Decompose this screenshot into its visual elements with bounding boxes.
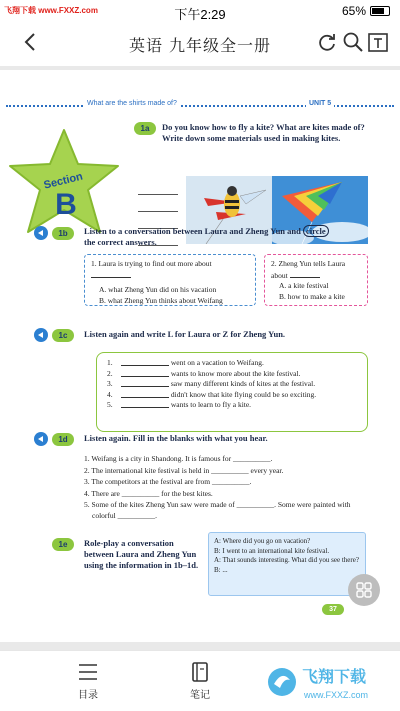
question-1c: Listen again and write L for Laura or Z for Zheng Yun.	[84, 329, 286, 339]
question-1a: Do you know how to fly a kite? What are kites made of? Write down some materials used in making kites.	[162, 122, 365, 143]
audio-icon-1d[interactable]	[34, 432, 48, 446]
dialog-line: B: I went to an international kite festival.	[214, 546, 330, 555]
battery-percent: 65%	[341, 4, 366, 18]
list-item: 2. wants to know more about the kite festival.	[107, 368, 301, 378]
question-1e: Role-play a conversation between Laura and Zheng Yun using the information in 1b–1d.	[84, 538, 199, 570]
answer-box-1c	[96, 352, 368, 432]
watermark-logo	[264, 656, 394, 706]
box2-option-b[interactable]: B. how to make a kite	[279, 291, 345, 301]
audio-icon-1c[interactable]	[34, 328, 48, 342]
tag-1a: 1a	[134, 122, 156, 135]
grid-icon	[348, 574, 380, 606]
section-word: Section	[42, 170, 85, 192]
svg-text:www.FXXZ.com: www.FXXZ.com	[304, 690, 369, 700]
page-header	[6, 100, 394, 112]
tag-1c: 1c	[52, 329, 74, 342]
dialog-box	[208, 532, 366, 596]
notes-button[interactable]	[170, 661, 230, 701]
tag-1e: 1e	[52, 538, 74, 551]
audio-icon-1b[interactable]	[34, 226, 48, 240]
tag-1d: 1d	[52, 433, 74, 446]
list-item: 3. The competitors at the festival are from __________.	[84, 477, 252, 486]
search-icon[interactable]	[342, 31, 364, 53]
box1-option-a[interactable]: A. what Zheng Yun did on his vacation	[99, 285, 217, 294]
list-item: 1. went on a vacation to Weifang.	[107, 358, 264, 367]
section-b-star	[4, 124, 124, 242]
status-bar	[0, 0, 400, 22]
section-letter: B	[55, 188, 77, 221]
circle-word: circle	[303, 225, 329, 237]
list-1d	[84, 454, 374, 521]
nav-bar	[0, 22, 400, 62]
textbook-page	[0, 70, 400, 642]
box2-question: 2. Zheng Yun tells Laura about	[271, 259, 346, 280]
list-item: 5. wants to learn to fly a kite.	[107, 400, 252, 409]
box2-option-a[interactable]: A. a kite festival	[279, 281, 329, 290]
header-topic: What are the shirts made of?	[84, 100, 180, 107]
battery-indicator	[342, 4, 390, 18]
floating-menu-button[interactable]	[348, 574, 380, 606]
header-unit: UNIT 5	[306, 100, 334, 107]
battery-icon	[370, 6, 390, 16]
question-1d: Listen again. Fill in the blanks with what you hear.	[84, 433, 268, 443]
tag-1b: 1b	[52, 227, 74, 240]
notebook-icon	[189, 661, 211, 683]
list-item: 3. saw many different kinds of kites at the festival.	[107, 379, 316, 388]
contents-button[interactable]	[58, 661, 118, 701]
list-item: 2. The international kite festival is held in __________ every year.	[84, 465, 284, 475]
answer-box-1	[84, 254, 256, 306]
svg-text:飞翔下载: 飞翔下载	[302, 667, 367, 686]
refresh-icon[interactable]	[316, 31, 338, 53]
box1-question: 1. Laura is trying to find out more about	[91, 259, 249, 281]
status-time: 下午2:29	[174, 7, 226, 22]
list-icon	[77, 661, 99, 683]
box1-option-b[interactable]: B. what Zheng Yun thinks about Weifang	[99, 295, 223, 305]
contents-label: 目录	[78, 690, 98, 701]
list-item: 5. Some of the kites Zheng Yun saw were made of __________. Some were painted with colorful __________.	[84, 500, 351, 520]
question-1b: Listen to a conversation between Laura and Zheng Yun and circle the correct answers.	[84, 226, 374, 248]
list-item: 4. didn't know that kite flying could be so exciting.	[107, 389, 317, 399]
watermark-text: 飞翔下载 www.FXXZ.com	[4, 6, 98, 15]
list-item: 4. There are __________ for the best kites.	[84, 488, 213, 498]
page-number: 37	[322, 604, 344, 615]
page-title: 英语 九年级全一册	[128, 36, 272, 55]
answer-box-2	[264, 254, 368, 306]
dialog-line: B: ...	[214, 565, 228, 574]
page-viewer[interactable]	[0, 66, 400, 650]
text-size-icon[interactable]	[367, 31, 389, 53]
dialog-line: A: That sounds interesting. What did you see there?	[214, 556, 359, 564]
notes-label: 笔记	[190, 690, 210, 701]
dialog-line: A: Where did you go on vacation?	[214, 537, 311, 545]
list-item: 1. Weifang is a city in Shandong. It is famous for __________.	[84, 454, 273, 463]
